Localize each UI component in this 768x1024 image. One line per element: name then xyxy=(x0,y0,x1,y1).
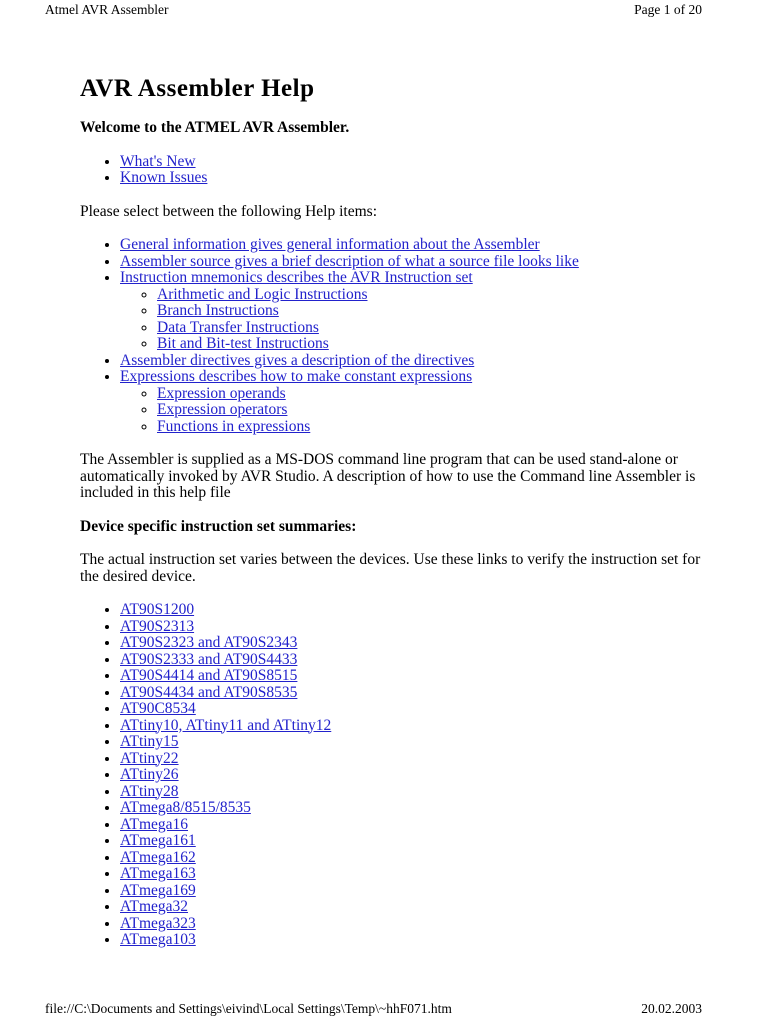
assembler-directives-link[interactable]: Assembler directives gives a description of the directives xyxy=(120,351,475,369)
list-item xyxy=(120,353,706,370)
list-item xyxy=(120,784,706,801)
device-link-at90c8534[interactable]: AT90C8534 xyxy=(120,700,196,717)
help-items-list xyxy=(80,237,706,435)
list-item xyxy=(120,619,706,636)
document-body xyxy=(80,0,706,966)
print-header-page-indicator: Page 1 of 20 xyxy=(634,2,702,17)
device-links-list xyxy=(80,602,706,949)
assembler-description-text: The Assembler is supplied as a MS-DOS command line program that can be used stand-alone or automatically invoked by AVR Studio. A description of how to use the Command line Assembler is included in this help file xyxy=(80,451,696,501)
instruction-sublist xyxy=(120,287,706,353)
list-item xyxy=(157,303,706,320)
print-footer-file-path: file://C:\Documents and Settings\eivind\Local Settings\Temp\~hhF071.htm xyxy=(45,1001,452,1016)
assembler-source-link[interactable]: Assembler source gives a brief description of what a source file looks like xyxy=(120,252,579,270)
list-item xyxy=(120,833,706,850)
device-link-attiny15[interactable]: ATtiny15 xyxy=(120,733,179,750)
device-link-atmega163[interactable]: ATmega163 xyxy=(120,865,196,882)
list-item xyxy=(120,602,706,619)
expressions-link[interactable]: Expressions describes how to make constant expressions xyxy=(120,368,473,385)
list-item xyxy=(120,767,706,784)
device-link-at90s4434-8535[interactable]: AT90S4434 and AT90S8535 xyxy=(120,683,298,701)
list-item xyxy=(120,154,706,171)
list-item xyxy=(120,685,706,702)
device-description-text: The actual instruction set varies between the devices. Use these links to verify the instruction set for the desired device. xyxy=(80,551,701,585)
device-link-attiny28[interactable]: ATtiny28 xyxy=(120,782,179,800)
functions-in-expressions-link[interactable]: Functions in expressions xyxy=(157,417,311,435)
list-item xyxy=(120,932,706,949)
list-item xyxy=(120,817,706,834)
list-item xyxy=(120,734,706,751)
print-footer xyxy=(45,1001,702,1017)
list-item xyxy=(120,701,706,718)
known-issues-link[interactable]: Known Issues xyxy=(120,169,208,186)
list-item xyxy=(120,652,706,669)
list-item xyxy=(120,668,706,685)
list-item xyxy=(120,718,706,735)
page-title: AVR Assembler Help xyxy=(80,75,315,102)
data-transfer-instructions-link[interactable]: Data Transfer Instructions xyxy=(157,318,319,336)
device-link-at90s2313[interactable]: AT90S2313 xyxy=(120,617,195,635)
list-item xyxy=(157,386,706,403)
device-link-atmega161[interactable]: ATmega161 xyxy=(120,832,196,849)
device-link-atmega8-8515-8535[interactable]: ATmega8/8515/8535 xyxy=(120,799,251,816)
expressions-sublist xyxy=(120,386,706,436)
list-item xyxy=(120,237,706,254)
expression-operands-link[interactable]: Expression operands xyxy=(157,384,286,402)
intro-links-list xyxy=(80,154,706,187)
list-item xyxy=(120,899,706,916)
list-item xyxy=(120,916,706,933)
device-link-at90s2323-2343[interactable]: AT90S2323 and AT90S2343 xyxy=(120,634,298,651)
device-link-atmega169[interactable]: ATmega169 xyxy=(120,881,196,899)
device-link-attiny10-11-12[interactable]: ATtiny10, ATtiny11 and ATtiny12 xyxy=(120,716,332,734)
device-link-attiny22[interactable]: ATtiny22 xyxy=(120,749,179,767)
print-footer-date: 20.02.2003 xyxy=(641,1001,702,1016)
list-item xyxy=(120,866,706,883)
print-header-title: Atmel AVR Assembler xyxy=(45,2,169,17)
list-item xyxy=(157,402,706,419)
device-link-atmega323[interactable]: ATmega323 xyxy=(120,914,196,932)
select-prompt-text: Please select between the following Help items: xyxy=(80,202,377,220)
list-item xyxy=(120,800,706,817)
list-item xyxy=(120,369,706,435)
list-item xyxy=(120,850,706,867)
list-item xyxy=(120,270,706,353)
device-link-attiny26[interactable]: ATtiny26 xyxy=(120,766,179,783)
device-link-at90s2333-4433[interactable]: AT90S2333 and AT90S4433 xyxy=(120,650,298,668)
device-link-atmega16[interactable]: ATmega16 xyxy=(120,815,189,833)
bit-test-instructions-link[interactable]: Bit and Bit-test Instructions xyxy=(157,335,329,352)
list-item xyxy=(157,320,706,337)
general-information-link[interactable]: General information gives general information about the Assembler xyxy=(120,236,540,253)
list-item xyxy=(120,751,706,768)
device-link-atmega32[interactable]: ATmega32 xyxy=(120,898,189,915)
list-item xyxy=(157,336,706,353)
device-link-atmega162[interactable]: ATmega162 xyxy=(120,848,196,866)
arithmetic-logic-instructions-link[interactable]: Arithmetic and Logic Instructions xyxy=(157,285,368,303)
whats-new-link[interactable]: What's New xyxy=(120,152,196,170)
list-item xyxy=(120,883,706,900)
device-heading-text: Device specific instruction set summaries: xyxy=(80,517,357,535)
device-link-atmega103[interactable]: ATmega103 xyxy=(120,931,196,948)
welcome-text: Welcome to the ATMEL AVR Assembler. xyxy=(80,119,350,136)
device-link-at90s4414-8515[interactable]: AT90S4414 and AT90S8515 xyxy=(120,667,298,684)
list-item xyxy=(157,419,706,436)
list-item xyxy=(157,287,706,304)
expression-operators-link[interactable]: Expression operators xyxy=(157,401,288,418)
list-item xyxy=(120,635,706,652)
list-item xyxy=(120,254,706,271)
device-link-at90s1200[interactable]: AT90S1200 xyxy=(120,601,195,618)
instruction-mnemonics-link[interactable]: Instruction mnemonics describes the AVR Instruction set xyxy=(120,269,473,286)
list-item xyxy=(120,170,706,187)
branch-instructions-link[interactable]: Branch Instructions xyxy=(157,302,279,319)
